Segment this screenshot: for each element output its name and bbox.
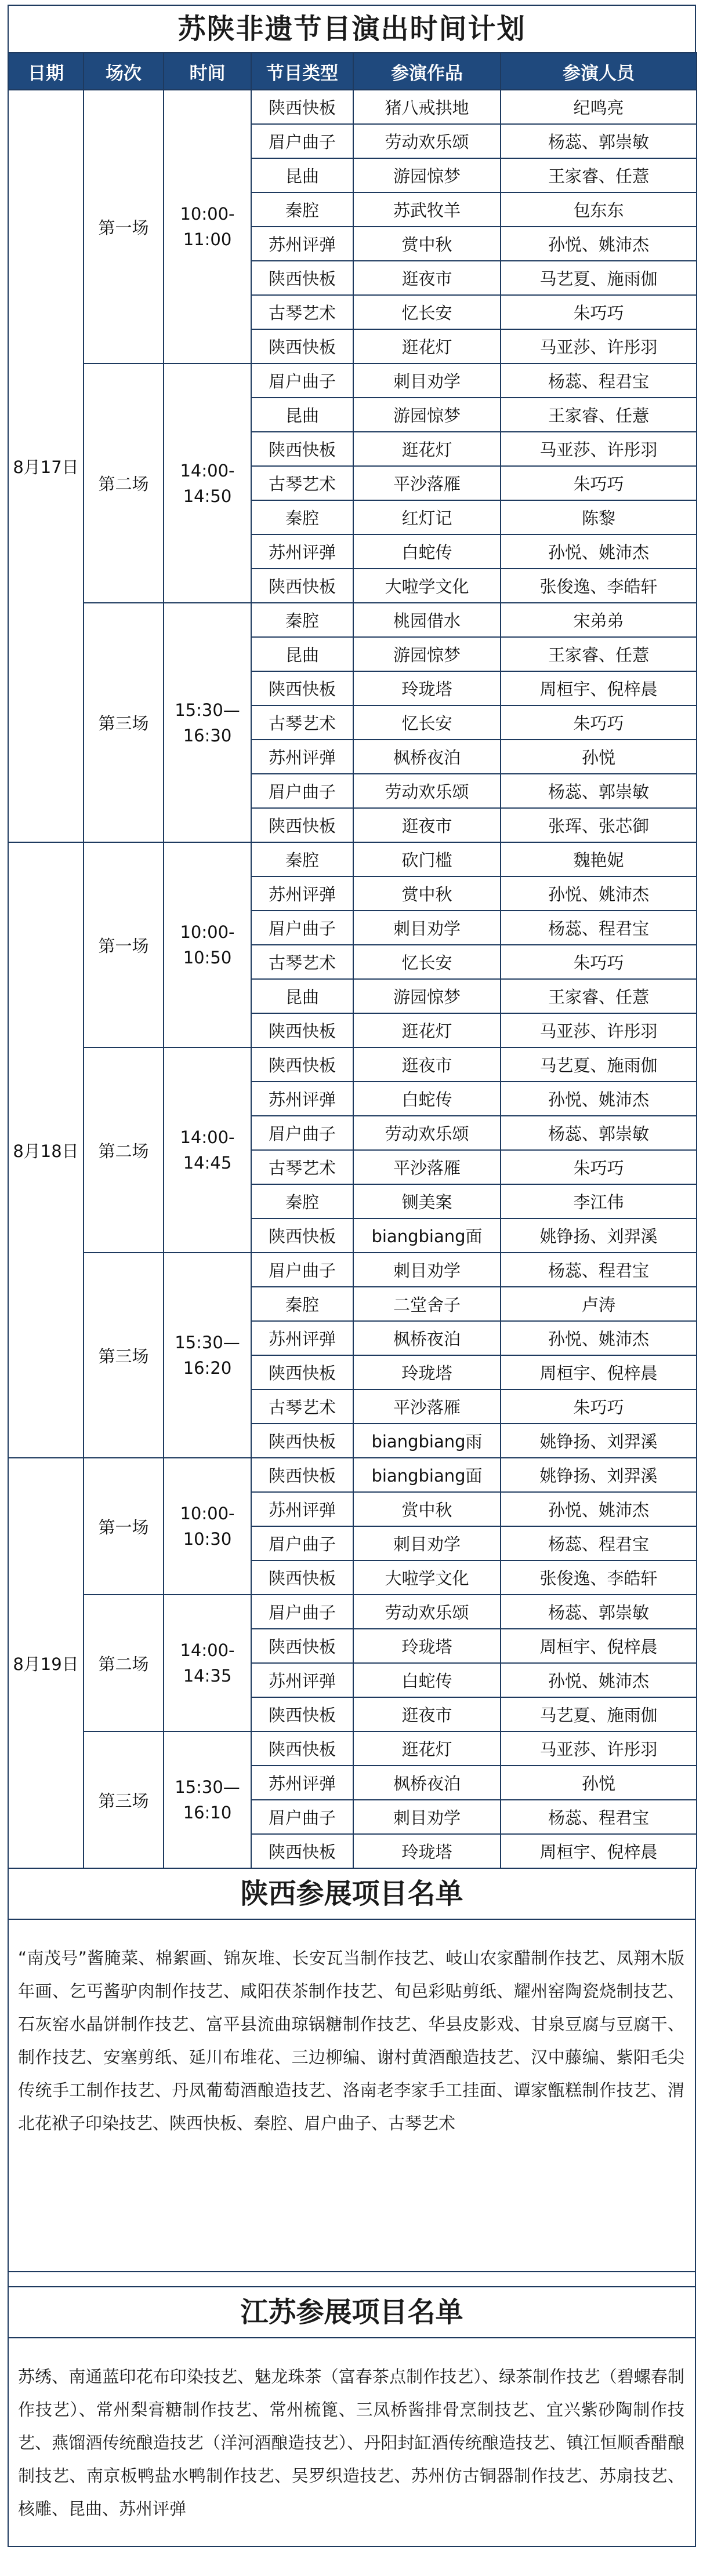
- performers-cell: 马艺夏、施雨伽: [501, 261, 697, 295]
- work-title-cell: 刺目劝学: [353, 1526, 501, 1560]
- performers-cell: 王家睿、任薏: [501, 158, 697, 192]
- page-title: 苏陕非遗节目演出时间计划: [8, 5, 696, 52]
- program-type-cell: 苏州评弹: [251, 1663, 353, 1697]
- performers-cell: 朱巧巧: [501, 705, 697, 740]
- program-type-cell: 秦腔: [251, 603, 353, 637]
- session-cell: 第二场: [84, 363, 164, 603]
- performers-cell: 宋弟弟: [501, 603, 697, 637]
- performers-cell: 杨蕊、程君宝: [501, 1526, 697, 1560]
- table-row: [8, 842, 697, 876]
- performers-cell: 孙悦、姚沛杰: [501, 1321, 697, 1355]
- table-row: [8, 90, 697, 124]
- header-time: 时间: [164, 53, 251, 90]
- performers-cell: 马艺夏、施雨伽: [501, 1047, 697, 1082]
- program-type-cell: 古琴艺术: [251, 1150, 353, 1184]
- performers-cell: 马亚莎、许彤羽: [501, 432, 697, 466]
- performers-cell: 孙悦: [501, 740, 697, 774]
- table-row: [8, 603, 697, 637]
- program-type-cell: 古琴艺术: [251, 1389, 353, 1424]
- performers-cell: 周桓宇、倪梓晨: [501, 671, 697, 705]
- work-title-cell: 平沙落雁: [353, 1150, 501, 1184]
- table-row: [8, 1731, 697, 1766]
- work-title-cell: 铡美案: [353, 1184, 501, 1218]
- date-cell: 8月17日: [8, 90, 84, 842]
- shaanxi-list-text: “南茂号”酱腌菜、棉絮画、锦灰堆、长安瓦当制作技艺、岐山农家醋制作技艺、凤翔木版年画、乞丐酱驴肉制作技艺、咸阳茯茶制作技艺、旬邑彩贴剪纸、耀州窑陶瓷烧制技艺、石灰窑水晶饼制作技艺、富平县流曲琼锅糖制作技艺、华县皮影戏、甘泉豆腐与豆腐干、制作技艺、安塞剪纸、延川布堆花、三边柳编、谢村黄酒酿造技艺、汉中藤编、紫阳毛尖传统手工制作技艺、丹凤葡萄酒酿造技艺、洛南老李家手工挂面、谭家甑糕制作技艺、渭北花袱子印染技艺、陕西快板、秦腔、眉户曲子、古琴艺术: [8, 1920, 696, 2272]
- shaanxi-list-title: 陕西参展项目名单: [8, 1869, 696, 1920]
- session-cell: 第三场: [84, 1253, 164, 1458]
- work-title-cell: 白蛇传: [353, 1082, 501, 1116]
- work-title-cell: biangbiang面: [353, 1218, 501, 1253]
- date-cell: 8月19日: [8, 1458, 84, 1868]
- work-title-cell: 逛夜市: [353, 261, 501, 295]
- program-type-cell: 陕西快板: [251, 1013, 353, 1047]
- work-title-cell: 劳动欢乐颂: [353, 124, 501, 158]
- performers-cell: 王家睿、任薏: [501, 637, 697, 671]
- header-session: 场次: [84, 53, 164, 90]
- work-title-cell: 游园惊梦: [353, 398, 501, 432]
- work-title-cell: 红灯记: [353, 500, 501, 534]
- document-sheet: [8, 5, 696, 2547]
- work-title-cell: 刺目劝学: [353, 1253, 501, 1287]
- program-type-cell: 苏州评弹: [251, 1082, 353, 1116]
- work-title-cell: 逛花灯: [353, 432, 501, 466]
- work-title-cell: 白蛇传: [353, 1663, 501, 1697]
- work-title-cell: 刺目劝学: [353, 911, 501, 945]
- work-title-cell: 劳动欢乐颂: [353, 1595, 501, 1629]
- performers-cell: 杨蕊、程君宝: [501, 1800, 697, 1834]
- program-type-cell: 苏州评弹: [251, 876, 353, 911]
- performers-cell: 姚铮扬、刘羿溪: [501, 1218, 697, 1253]
- program-type-cell: 秦腔: [251, 500, 353, 534]
- work-title-cell: 逛花灯: [353, 329, 501, 363]
- performers-cell: 孙悦、姚沛杰: [501, 1492, 697, 1526]
- work-title-cell: 砍门槛: [353, 842, 501, 876]
- performers-cell: 朱巧巧: [501, 1389, 697, 1424]
- program-type-cell: 秦腔: [251, 842, 353, 876]
- program-type-cell: 苏州评弹: [251, 227, 353, 261]
- performers-cell: 孙悦、姚沛杰: [501, 1082, 697, 1116]
- program-type-cell: 陕西快板: [251, 569, 353, 603]
- program-type-cell: 苏州评弹: [251, 1321, 353, 1355]
- program-type-cell: 秦腔: [251, 1287, 353, 1321]
- performers-cell: 杨蕊、郭崇敏: [501, 1595, 697, 1629]
- program-type-cell: 苏州评弹: [251, 740, 353, 774]
- program-type-cell: 陕西快板: [251, 1355, 353, 1389]
- work-title-cell: 逛夜市: [353, 808, 501, 842]
- performers-cell: 朱巧巧: [501, 1150, 697, 1184]
- program-type-cell: 陕西快板: [251, 671, 353, 705]
- program-type-cell: 眉户曲子: [251, 911, 353, 945]
- session-cell: 第一场: [84, 90, 164, 363]
- performers-cell: 杨蕊、程君宝: [501, 1253, 697, 1287]
- program-type-cell: 陕西快板: [251, 1047, 353, 1082]
- work-title-cell: 游园惊梦: [353, 158, 501, 192]
- program-type-cell: 陕西快板: [251, 1560, 353, 1595]
- date-cell: 8月18日: [8, 842, 84, 1458]
- table-row: [8, 363, 697, 398]
- performers-cell: 马亚莎、许彤羽: [501, 329, 697, 363]
- work-title-cell: 刺目劝学: [353, 1800, 501, 1834]
- work-title-cell: 大啦学文化: [353, 1560, 501, 1595]
- time-cell: 14:00- 14:45: [164, 1047, 251, 1253]
- table-row: [8, 1595, 697, 1629]
- program-type-cell: 陕西快板: [251, 1218, 353, 1253]
- program-type-cell: 秦腔: [251, 192, 353, 227]
- program-type-cell: 秦腔: [251, 1184, 353, 1218]
- work-title-cell: 忆长安: [353, 945, 501, 979]
- performers-cell: 孙悦、姚沛杰: [501, 227, 697, 261]
- performers-cell: 包东东: [501, 192, 697, 227]
- section-spacer: [8, 2272, 696, 2286]
- work-title-cell: 逛夜市: [353, 1047, 501, 1082]
- work-title-cell: 赏中秋: [353, 876, 501, 911]
- time-cell: 14:00- 14:35: [164, 1595, 251, 1731]
- time-cell: 10:00- 11:00: [164, 90, 251, 363]
- work-title-cell: biangbiang雨: [353, 1424, 501, 1458]
- table-row: [8, 1458, 697, 1492]
- performers-cell: 张俊逸、李皓轩: [501, 1560, 697, 1595]
- program-type-cell: 昆曲: [251, 158, 353, 192]
- work-title-cell: 赏中秋: [353, 1492, 501, 1526]
- performers-cell: 卢涛: [501, 1287, 697, 1321]
- jiangsu-list-text: 苏绣、南通蓝印花布印染技艺、魅龙珠茶（富春茶点制作技艺）、绿茶制作技艺（碧螺春制作技艺）、常州梨膏糖制作技艺、常州梳篦、三凤桥酱排骨烹制技艺、宜兴紫砂陶制作技艺、燕馏酒传统酿造技艺（洋河酒酿造技艺）、丹阳封缸酒传统酿造技艺、镇江恒顺香醋酿制技艺、南京板鸭盐水鸭制作技艺、吴罗织造技艺、苏州仿古铜器制作技艺、苏扇技艺、核雕、昆曲、苏州评弹: [8, 2338, 696, 2547]
- work-title-cell: 逛夜市: [353, 1697, 501, 1731]
- work-title-cell: 玲珑塔: [353, 1629, 501, 1663]
- performers-cell: 周桓宇、倪梓晨: [501, 1834, 697, 1868]
- performers-cell: 马艺夏、施雨伽: [501, 1697, 697, 1731]
- session-cell: 第二场: [84, 1595, 164, 1731]
- work-title-cell: 游园惊梦: [353, 637, 501, 671]
- work-title-cell: 玲珑塔: [353, 1355, 501, 1389]
- work-title-cell: 平沙落雁: [353, 1389, 501, 1424]
- header-work: 参演作品: [353, 53, 501, 90]
- work-title-cell: 游园惊梦: [353, 979, 501, 1013]
- performers-cell: 马亚莎、许彤羽: [501, 1013, 697, 1047]
- program-type-cell: 陕西快板: [251, 808, 353, 842]
- performers-cell: 孙悦: [501, 1766, 697, 1800]
- program-type-cell: 眉户曲子: [251, 1595, 353, 1629]
- performers-cell: 姚铮扬、刘羿溪: [501, 1458, 697, 1492]
- work-title-cell: 猪八戒拱地: [353, 90, 501, 124]
- work-title-cell: 忆长安: [353, 295, 501, 329]
- program-type-cell: 眉户曲子: [251, 363, 353, 398]
- session-cell: 第一场: [84, 842, 164, 1047]
- program-type-cell: 陕西快板: [251, 432, 353, 466]
- work-title-cell: 枫桥夜泊: [353, 1766, 501, 1800]
- work-title-cell: biangbiang面: [353, 1458, 501, 1492]
- program-type-cell: 眉户曲子: [251, 774, 353, 808]
- program-type-cell: 苏州评弹: [251, 1766, 353, 1800]
- program-type-cell: 古琴艺术: [251, 295, 353, 329]
- performers-cell: 张珲、张芯御: [501, 808, 697, 842]
- work-title-cell: 枫桥夜泊: [353, 1321, 501, 1355]
- performers-cell: 马亚莎、许彤羽: [501, 1731, 697, 1766]
- program-type-cell: 陕西快板: [251, 90, 353, 124]
- work-title-cell: 苏武牧羊: [353, 192, 501, 227]
- work-title-cell: 赏中秋: [353, 227, 501, 261]
- schedule-body: [8, 90, 697, 1868]
- performers-cell: 孙悦、姚沛杰: [501, 876, 697, 911]
- performers-cell: 杨蕊、郭崇敏: [501, 774, 697, 808]
- header-date: 日期: [8, 53, 84, 90]
- work-title-cell: 逛花灯: [353, 1013, 501, 1047]
- work-title-cell: 玲珑塔: [353, 1834, 501, 1868]
- time-cell: 15:30— 16:20: [164, 1253, 251, 1458]
- session-cell: 第三场: [84, 1731, 164, 1868]
- performers-cell: 王家睿、任薏: [501, 979, 697, 1013]
- time-cell: 15:30— 16:10: [164, 1731, 251, 1868]
- work-title-cell: 桃园借水: [353, 603, 501, 637]
- performers-cell: 朱巧巧: [501, 466, 697, 500]
- work-title-cell: 二堂舍子: [353, 1287, 501, 1321]
- program-type-cell: 眉户曲子: [251, 1253, 353, 1287]
- program-type-cell: 古琴艺术: [251, 466, 353, 500]
- header-type: 节目类型: [251, 53, 353, 90]
- header-performers: 参演人员: [501, 53, 697, 90]
- work-title-cell: 玲珑塔: [353, 671, 501, 705]
- program-type-cell: 眉户曲子: [251, 1526, 353, 1560]
- performers-cell: 陈黎: [501, 500, 697, 534]
- time-cell: 15:30— 16:30: [164, 603, 251, 842]
- performers-cell: 杨蕊、程君宝: [501, 363, 697, 398]
- performers-cell: 李江伟: [501, 1184, 697, 1218]
- jiangsu-list-title: 江苏参展项目名单: [8, 2286, 696, 2338]
- program-type-cell: 古琴艺术: [251, 945, 353, 979]
- performers-cell: 魏艳妮: [501, 842, 697, 876]
- time-cell: 14:00- 14:50: [164, 363, 251, 603]
- performers-cell: 杨蕊、程君宝: [501, 911, 697, 945]
- header-row: [8, 53, 697, 90]
- performers-cell: 纪鸣亮: [501, 90, 697, 124]
- work-title-cell: 大啦学文化: [353, 569, 501, 603]
- performers-cell: 孙悦、姚沛杰: [501, 534, 697, 569]
- performers-cell: 朱巧巧: [501, 945, 697, 979]
- program-type-cell: 苏州评弹: [251, 534, 353, 569]
- program-type-cell: 陕西快板: [251, 1629, 353, 1663]
- work-title-cell: 忆长安: [353, 705, 501, 740]
- schedule-table: [8, 52, 697, 1869]
- work-title-cell: 劳动欢乐颂: [353, 1116, 501, 1150]
- performers-cell: 杨蕊、郭崇敏: [501, 124, 697, 158]
- program-type-cell: 陕西快板: [251, 1458, 353, 1492]
- performers-cell: 孙悦、姚沛杰: [501, 1663, 697, 1697]
- work-title-cell: 逛花灯: [353, 1731, 501, 1766]
- table-row: [8, 1047, 697, 1082]
- performers-cell: 朱巧巧: [501, 295, 697, 329]
- performers-cell: 张俊逸、李皓轩: [501, 569, 697, 603]
- program-type-cell: 陕西快板: [251, 1424, 353, 1458]
- session-cell: 第一场: [84, 1458, 164, 1595]
- program-type-cell: 眉户曲子: [251, 1800, 353, 1834]
- program-type-cell: 眉户曲子: [251, 1116, 353, 1150]
- session-cell: 第三场: [84, 603, 164, 842]
- program-type-cell: 昆曲: [251, 979, 353, 1013]
- work-title-cell: 白蛇传: [353, 534, 501, 569]
- performers-cell: 周桓宇、倪梓晨: [501, 1629, 697, 1663]
- work-title-cell: 刺目劝学: [353, 363, 501, 398]
- session-cell: 第二场: [84, 1047, 164, 1253]
- performers-cell: 周桓宇、倪梓晨: [501, 1355, 697, 1389]
- program-type-cell: 苏州评弹: [251, 1492, 353, 1526]
- work-title-cell: 枫桥夜泊: [353, 740, 501, 774]
- program-type-cell: 陕西快板: [251, 1731, 353, 1766]
- program-type-cell: 陕西快板: [251, 329, 353, 363]
- program-type-cell: 昆曲: [251, 637, 353, 671]
- performers-cell: 杨蕊、郭崇敏: [501, 1116, 697, 1150]
- program-type-cell: 陕西快板: [251, 1834, 353, 1868]
- table-row: [8, 1253, 697, 1287]
- program-type-cell: 陕西快板: [251, 1697, 353, 1731]
- work-title-cell: 平沙落雁: [353, 466, 501, 500]
- work-title-cell: 劳动欢乐颂: [353, 774, 501, 808]
- time-cell: 10:00- 10:30: [164, 1458, 251, 1595]
- performers-cell: 王家睿、任薏: [501, 398, 697, 432]
- program-type-cell: 古琴艺术: [251, 705, 353, 740]
- program-type-cell: 眉户曲子: [251, 124, 353, 158]
- performers-cell: 姚铮扬、刘羿溪: [501, 1424, 697, 1458]
- program-type-cell: 昆曲: [251, 398, 353, 432]
- program-type-cell: 陕西快板: [251, 261, 353, 295]
- time-cell: 10:00- 10:50: [164, 842, 251, 1047]
